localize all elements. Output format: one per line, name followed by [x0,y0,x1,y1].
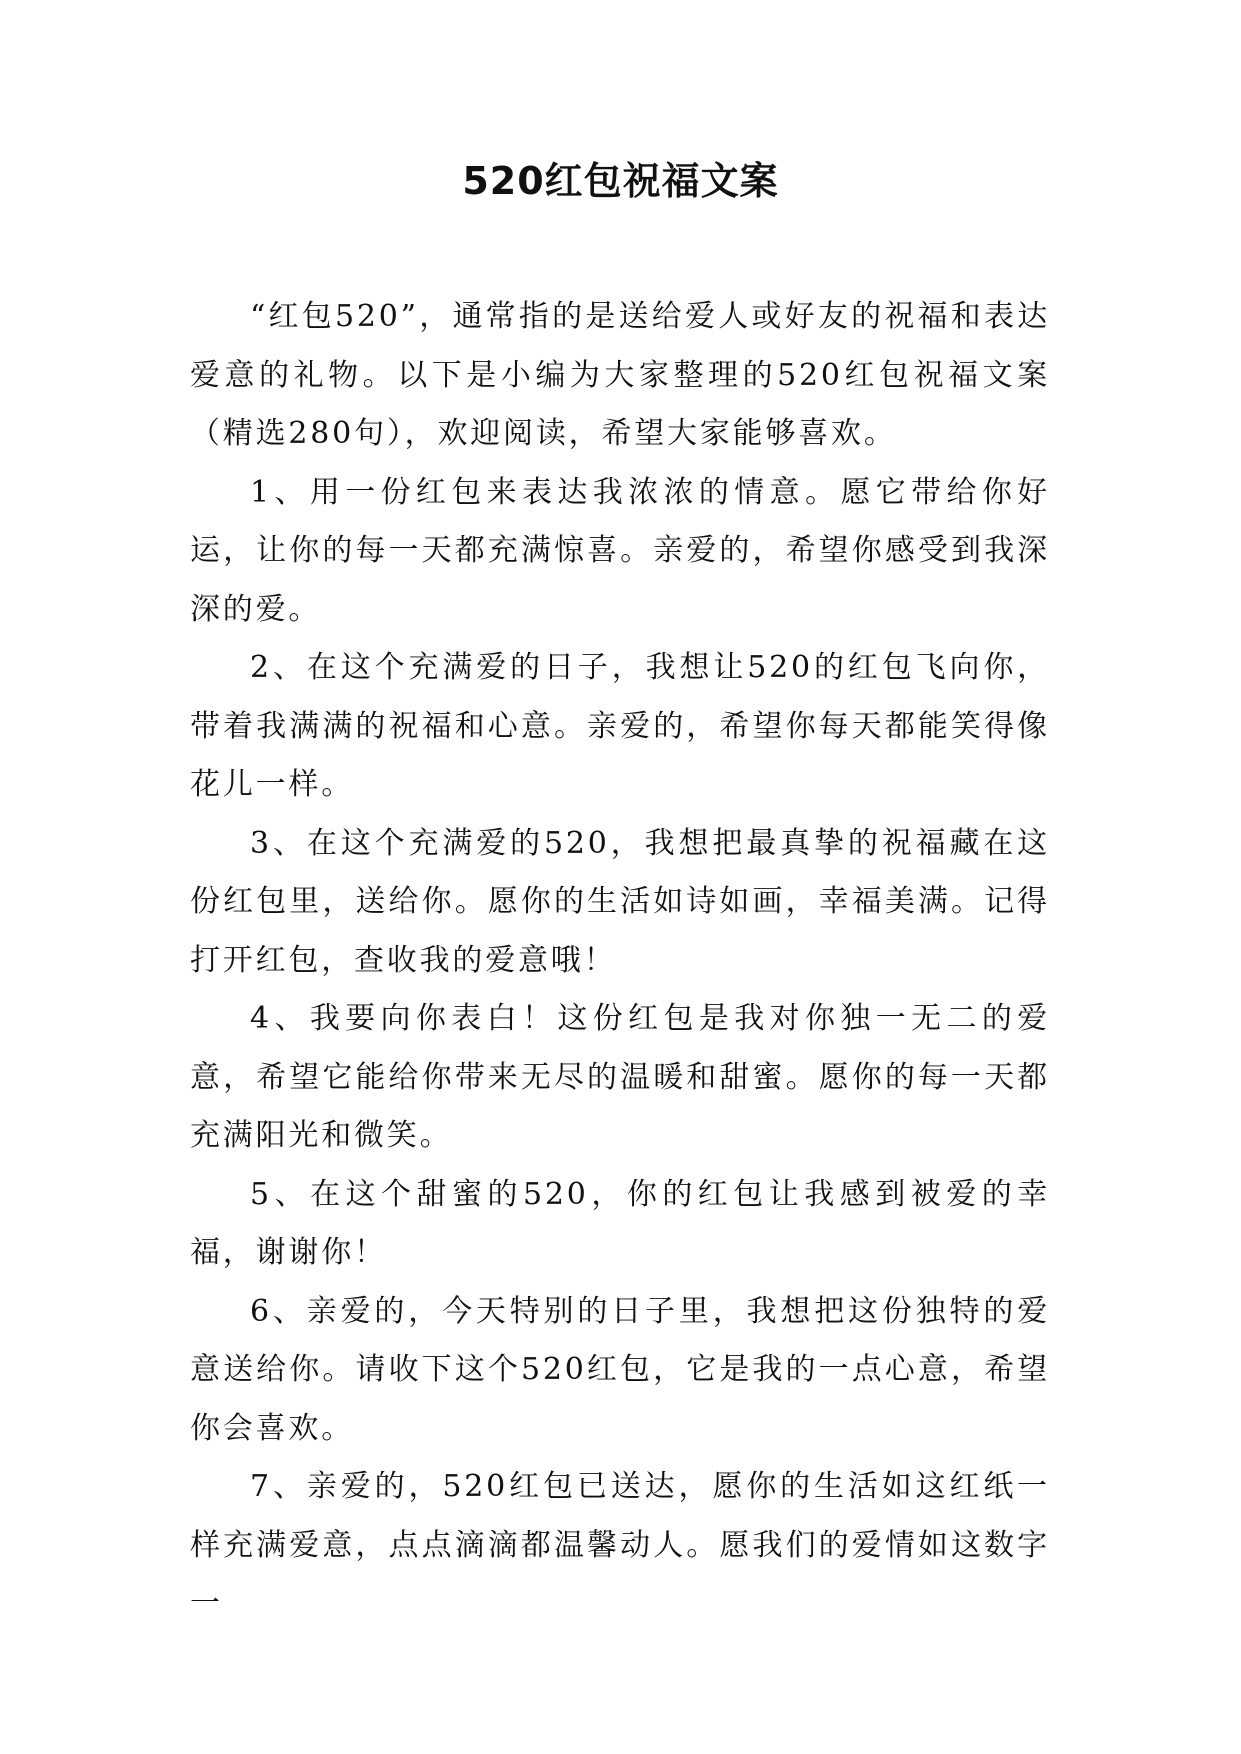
blessing-paragraph-4: 4、我要向你表白！这份红包是我对你独一无二的爱意，希望它能给你带来无尽的温暖和甜蜜。愿你的每一天都充满阳光和微笑。 [190,1001,1050,1153]
blessing-paragraph-1: 1、用一份红包来表达我浓浓的情意。愿它带给你好运，让你的每一天都充满惊喜。亲爱的，希望你感受到我深深的爱。 [190,474,1050,627]
document-body [190,288,1050,1634]
blessing-paragraph-5: 5、在这个甜蜜的520，你的红包让我感到被爱的幸福，谢谢你！ [190,1176,1050,1270]
blessing-paragraph-7: 7、亲爱的，520红包已送达，愿你的生活如这红纸一样充满爱意，点点滴滴都温馨动人。愿我们的爱情如这数字一 [190,1469,1050,1621]
blessing-paragraph-3: 3、在这个充满爱的520，我想把最真挚的祝福藏在这份红包里，送给你。愿你的生活如诗如画，幸福美满。记得打开红包，查收我的爱意哦！ [190,825,1050,978]
blessing-paragraph-2: 2、在这个充满爱的日子，我想让520的红包飞向你，带着我满满的祝福和心意。亲爱的，希望你每天都能笑得像花儿一样。 [190,650,1050,802]
intro-paragraph: “红包520”，通常指的是送给爱人或好友的祝福和表达爱意的礼物。以下是小编为大家整理的520红包祝福文案（精选280句），欢迎阅读，希望大家能够喜欢。 [190,299,1050,451]
blessing-paragraph-6: 6、亲爱的，今天特别的日子里，我想把这份独特的爱意送给你。请收下这个520红包，它是我的一点心意，希望你会喜欢。 [190,1293,1050,1446]
document-title: 520红包祝福文案 [462,159,779,203]
